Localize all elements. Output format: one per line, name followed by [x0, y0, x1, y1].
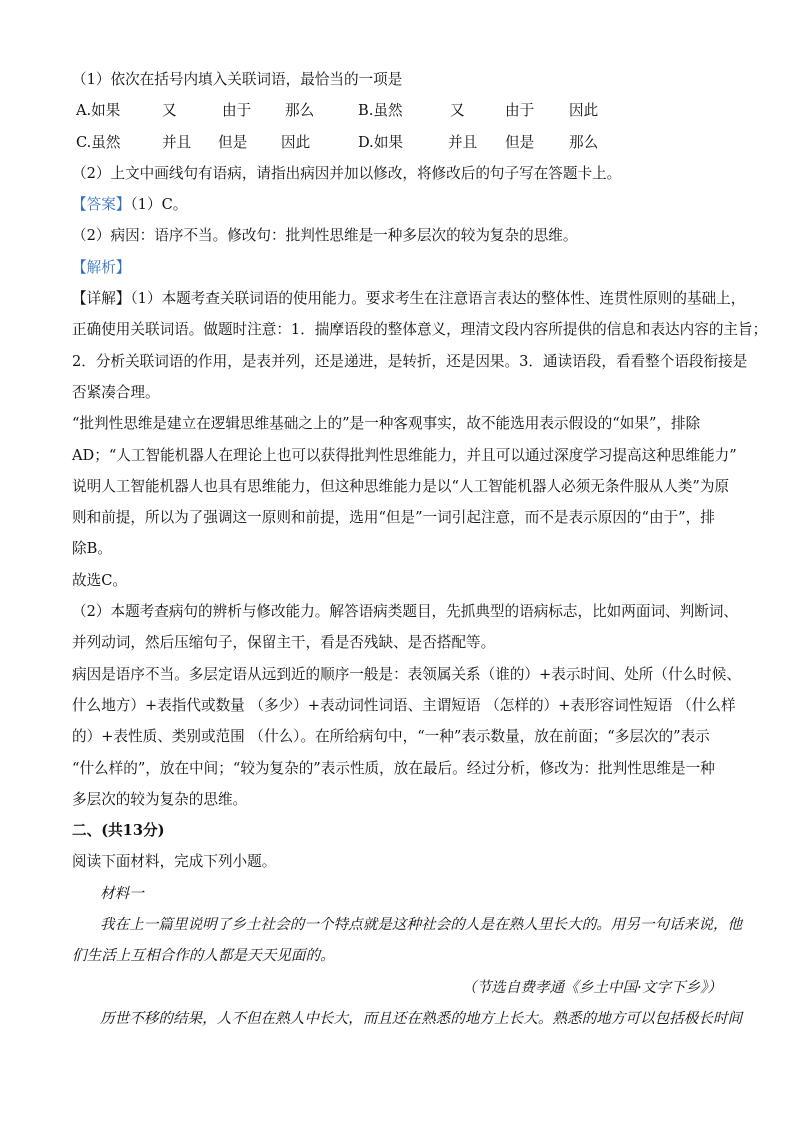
option-d-word1: 并且 — [448, 133, 478, 151]
option-b-word2: 由于 — [505, 102, 535, 120]
detail-line-5: AD；“人工智能机器人在理论上也可以获得批判性思维能力，并且可以通过深度学习提高这种思维能力” — [72, 446, 737, 464]
detail-line-8: 除B。 — [72, 540, 112, 558]
detail-line-7: 则和前提，所以为了强调这一原则和前提，选用“但是”一词引起注意，而不是表示原因的“由于”，排 — [72, 509, 715, 527]
detail-line-11: 并列动词，然后压缩句子，保留主干，看是否残缺、是否搭配等。 — [72, 634, 496, 652]
detail-line-15: “什么样的”，放在中间；“较为复杂的”表示性质，放在最后。经过分析，修改为：批判性思维是一种 — [72, 759, 715, 777]
option-a-word2: 由于 — [222, 102, 252, 120]
options-row-ab — [72, 95, 722, 126]
document-page — [72, 64, 768, 1034]
option-b-label: B.虽然 — [358, 102, 403, 120]
detail-line-14: 的）+表性质、类别或范围 （什么）。在所给病句中，“一种”表示数量，放在前面；“多层次的”表示 — [72, 728, 710, 746]
option-a-label: A.如果 — [76, 102, 121, 120]
detail-line-6: 说明人工智能机器人也具有思维能力，但这种思维能力是以“人工智能机器人必须无条件服从人类”为原 — [72, 477, 730, 495]
answer-line-1 — [72, 189, 722, 220]
section-title: 二、(共13分) — [72, 822, 165, 840]
detail-line-12: 病因是语序不当。多层定语从远到近的顺序一般是：表领属关系（谁的）+表示时间、处所（什么时候、 — [72, 665, 741, 683]
detail-line-0 — [72, 283, 746, 314]
option-a-word1: 又 — [162, 102, 177, 120]
option-a-word3: 那么 — [285, 102, 315, 120]
source-note: （节选自费孝通《乡土中国·文字下乡》） — [461, 978, 722, 996]
option-b-word1: 又 — [450, 102, 465, 120]
answer-1-text: （1）C。 — [130, 196, 188, 214]
options-row-cd — [72, 127, 722, 158]
detail-line-3: 否紧凑合理。 — [72, 383, 160, 401]
option-b-word3: 因此 — [569, 102, 599, 120]
analysis-tag: 【解析】 — [72, 258, 131, 276]
material-line-last: 历世不移的结果，人不但在熟人中长大，而且还在熟悉的地方上长大。熟悉的地方可以包括极长时间 — [100, 1009, 743, 1027]
detail-line-1: 正确使用关联词语。做题时注意：1．揣摩语段的整体意义，理清文段内容所提供的信息和表达内容的主旨； — [72, 321, 768, 339]
detail-text-0: （1）本题考查关联词语的使用能力。要求考生在注意语言表达的整体性、连贯性原则的基础上， — [130, 290, 746, 308]
option-d-word2: 但是 — [505, 133, 535, 151]
material-line-0: 我在上一篇里说明了乡土社会的一个特点就是这种社会的人是在熟人里长大的。用另一句话来说，他 — [100, 916, 743, 934]
detail-line-9: 故选C。 — [72, 571, 127, 589]
answer-line-2: （2）病因：语序不当。修改句：批判性思维是一种多层次的较为复杂的思维。 — [72, 227, 578, 245]
detail-tag: 【详解】 — [72, 290, 131, 308]
option-d-word3: 那么 — [569, 133, 599, 151]
material-label: 材料一 — [100, 884, 144, 902]
detail-line-4: “批判性思维是建立在逻辑思维基础之上的”是一种客观事实，故不能选用表示假设的“如果”，排除 — [72, 415, 701, 433]
detail-line-2: 2．分析关联词语的作用，是表并列，还是递进，是转折，还是因果。3．通读语段，看看整个语段衔接是 — [72, 352, 748, 370]
option-d-label: D.如果 — [358, 133, 404, 151]
detail-line-10: （2）本题考查病句的辨析与修改能力。解答语病类题目，先抓典型的语病标志，比如两面词、判断词、 — [72, 603, 739, 621]
material-line-1: 们生活上互相合作的人都是天天见面的。 — [72, 947, 335, 965]
detail-line-13: 什么地方）+表指代或数量 （多少）+表动词性词语、主谓短语 （怎样的）+表形容词性短语 （什么样 — [72, 696, 736, 714]
answer-tag: 【答案】 — [72, 196, 131, 214]
q2-prompt: （2）上文中画线句有语病，请指出病因并加以修改，将修改后的句子写在答题卡上。 — [72, 164, 622, 182]
option-c-word3: 因此 — [281, 133, 311, 151]
detail-line-16: 多层次的较为复杂的思维。 — [72, 790, 248, 808]
q1-prompt: （1）依次在括号内填入关联词语，最恰当的一项是 — [72, 71, 403, 88]
option-c-label: C.虽然 — [76, 133, 121, 151]
option-c-word2: 但是 — [218, 133, 248, 151]
option-c-word1: 并且 — [162, 133, 192, 151]
read-instruction: 阅读下面材料，完成下列小题。 — [72, 853, 277, 871]
